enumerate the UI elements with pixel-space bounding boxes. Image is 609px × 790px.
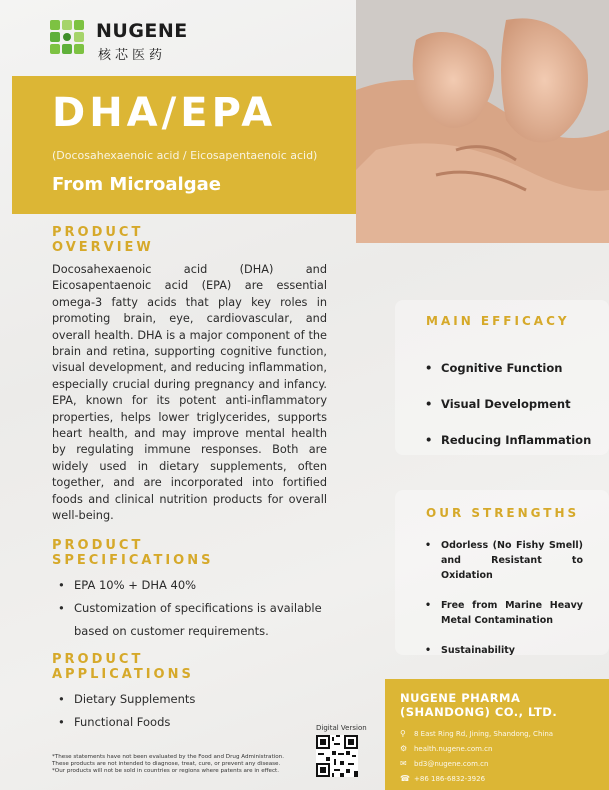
list-item: • Reducing Inflammation (425, 422, 605, 458)
specifications-heading-line1: PRODUCT (52, 538, 144, 553)
efficacy-list (425, 350, 605, 458)
email-row[interactable] (400, 759, 488, 768)
specifications-heading (52, 538, 213, 568)
location-pin-icon: ⚲ (400, 729, 406, 738)
efficacy-heading: MAIN EFFICACY (426, 314, 570, 328)
globe-icon: ⚙ (400, 744, 408, 753)
list-item: • Dietary Supplements (58, 688, 338, 711)
hands-illustration (356, 0, 609, 243)
specifications-heading-line2: SPECIFICATIONS (52, 553, 214, 568)
list-item: • Cognitive Function (425, 350, 605, 386)
qr-label: Digital Version (316, 724, 367, 732)
disclaimer (52, 754, 302, 775)
contact-box (385, 679, 609, 790)
hands-photo (356, 0, 609, 243)
list-item: • EPA 10% + DHA 40% (58, 574, 338, 597)
mail-icon: ✉ (400, 759, 407, 768)
list-item: • Customization of specifications is available based on customer requirements. (58, 597, 338, 643)
product-title: DHA/EPA (52, 90, 277, 136)
strengths-card (395, 490, 609, 655)
website-link[interactable]: health.nugene.com.cn (414, 745, 493, 753)
product-source: From Microalgae (52, 174, 221, 195)
specifications-list (58, 574, 338, 643)
overview-heading (52, 225, 154, 255)
phone-row[interactable] (400, 774, 485, 783)
address-row (400, 729, 553, 738)
list-item: • Functional Foods (58, 711, 338, 734)
list-item: • Visual Development (425, 386, 605, 422)
company-name: NUGENE PHARMA (SHANDONG) CO., LTD. (400, 691, 558, 719)
brand-logo (48, 14, 198, 62)
email-link[interactable]: bd3@nugene.com.cn (414, 760, 489, 768)
website-row[interactable] (400, 744, 492, 753)
applications-heading-line2: APPLICATIONS (52, 667, 194, 682)
title-banner (12, 76, 356, 214)
applications-heading-line1: PRODUCT (52, 652, 144, 667)
list-item: • Odorless (No Fishy Smell) and Resistant to Oxidation (425, 538, 583, 583)
phone-icon: ☎ (400, 774, 410, 783)
list-item: • Sustainability (425, 643, 583, 658)
strengths-heading: OUR STRENGTHS (426, 506, 580, 520)
applications-heading (52, 652, 194, 682)
brand-subtitle: 核芯医药 (98, 48, 167, 63)
overview-heading-line1: PRODUCT (52, 225, 144, 240)
overview-heading-line2: OVERVIEW (52, 240, 154, 255)
disclaimer-line: *These statements have not been evaluated by the Food and Drug Administration. (52, 754, 284, 760)
qr-code-icon[interactable] (316, 735, 358, 777)
strengths-list (425, 538, 583, 673)
list-item: • Free from Marine Heavy Metal Contamination (425, 598, 583, 628)
product-full-name: (Docosahexaenoic acid / Eicosapentaenoic acid) (52, 149, 318, 162)
phone-link[interactable]: +86 186-6832-3926 (414, 775, 486, 783)
overview-text: Docosahexaenoic acid (DHA) and Eicosapentaenoic acid (EPA) are essential omega-3 fatty acids that play key roles in promoting brain, eye, cardiovascular, and overall health. DHA is a major component of the brain and retina, supporting cognitive function, visual development, and reducing inflammation, especially crucial during pregnancy and infancy. EPA, known for its potent anti-inflammatory properties, helps lower triglycerides, supports heart health, and may improve mental health by regulating immune responses. Both are widely used in dietary supplements, often together, and are incorporated into fortified foods and clinical nutrition products for overall well-being. (52, 263, 327, 523)
disclaimer-line: These products are not intended to diagnose, treat, cure, or prevent any disease. (52, 761, 281, 767)
address-text: 8 East Ring Rd, Jining, Shandong, China (414, 730, 554, 738)
main-efficacy-card (395, 300, 609, 455)
brand-name: NUGENE (96, 20, 188, 42)
disclaimer-line: *Our products will not be sold in countries or regions where patents are in effect. (52, 768, 279, 774)
applications-list (58, 688, 338, 734)
nugene-logo-icon (48, 18, 88, 58)
